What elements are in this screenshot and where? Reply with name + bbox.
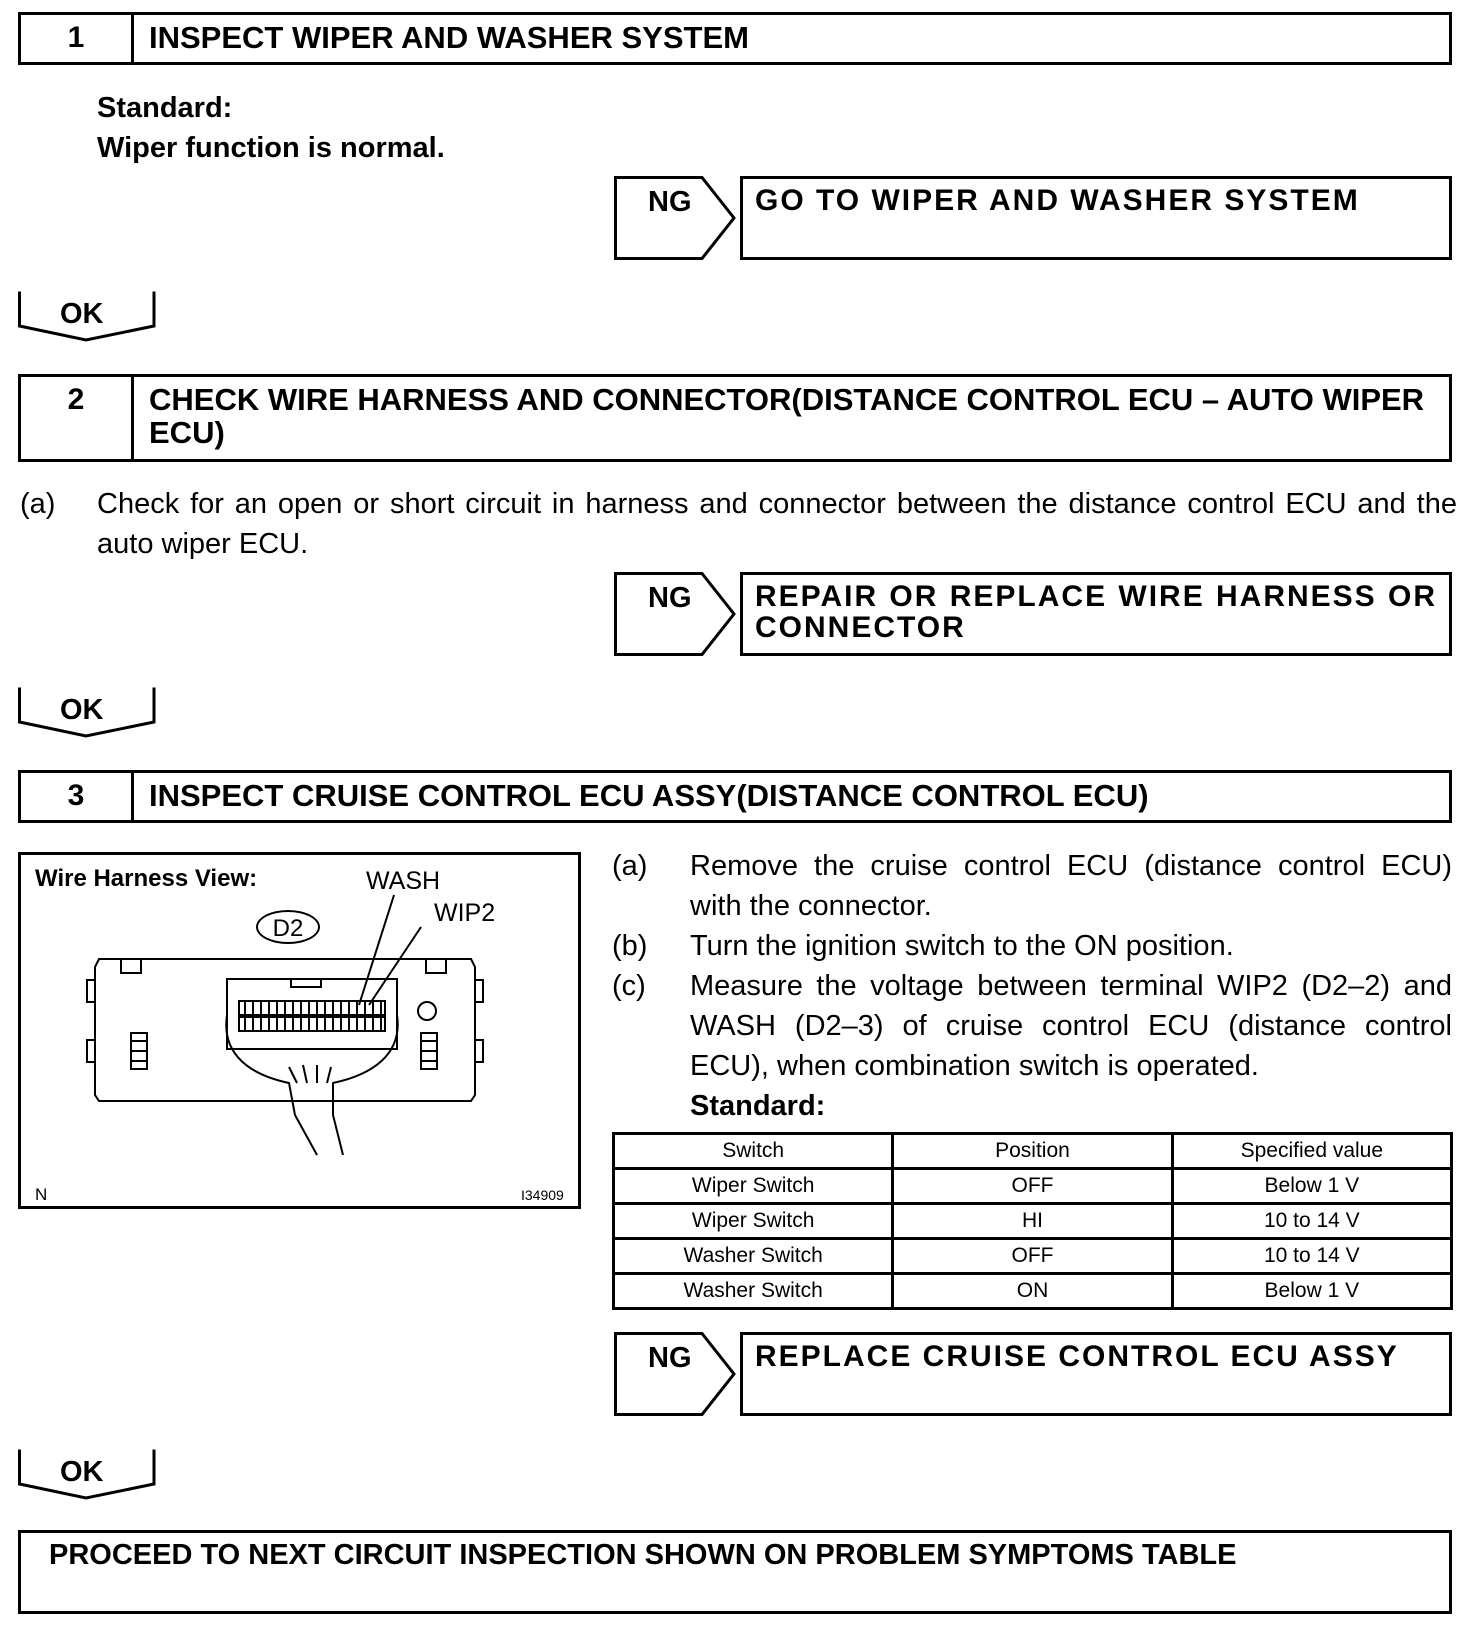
table-cell: 10 to 14 V (1172, 1204, 1451, 1239)
table-cell: OFF (893, 1239, 1172, 1274)
wip2-label: WIP2 (434, 899, 496, 927)
ng-label: NG (648, 1342, 692, 1374)
column-header: Position (893, 1134, 1172, 1169)
ng-action: GO TO WIPER AND WASHER SYSTEM (740, 176, 1452, 260)
standard-label: Standard: (97, 92, 233, 124)
item-text: Remove the cruise control ECU (distance control ECU) with the connector. (690, 850, 1452, 922)
standard-value: Wiper function is normal. (97, 132, 445, 164)
item-label: (c) (612, 970, 646, 1002)
step-title: CHECK WIRE HARNESS AND CONNECTOR(DISTANCE CONTROL ECU – AUTO WIPER ECU) (149, 382, 1425, 450)
spec-table (612, 1132, 1453, 1310)
step-3-header (18, 770, 1452, 823)
wire-harness-figure (18, 852, 581, 1209)
table-cell: Below 1 V (1172, 1169, 1451, 1204)
column-header: Switch (614, 1134, 893, 1169)
final-instruction: PROCEED TO NEXT CIRCUIT INSPECTION SHOWN ON PROBLEM SYMPTOMS TABLE (49, 1539, 1237, 1571)
table-cell: HI (893, 1204, 1172, 1239)
table-cell: 10 to 14 V (1172, 1239, 1451, 1274)
column-header: Specified value (1172, 1134, 1451, 1169)
step-number: 2 (21, 377, 134, 459)
table-row (614, 1169, 1452, 1204)
item-a-label: (a) (20, 488, 56, 520)
figure-corner-left: N (35, 1185, 48, 1204)
table-cell: Washer Switch (614, 1239, 893, 1274)
item-label: (b) (612, 930, 648, 962)
ng-label: NG (648, 186, 692, 218)
ng-label: NG (648, 582, 692, 614)
standard-label: Standard: (690, 1090, 826, 1122)
table-cell: Wiper Switch (614, 1169, 893, 1204)
step-title: INSPECT WIPER AND WASHER SYSTEM (149, 20, 749, 55)
connector-code: D2 (256, 910, 320, 944)
table-row (614, 1274, 1452, 1309)
ng-action: REPAIR OR REPLACE WIRE HARNESS OR CONNECTOR (740, 572, 1452, 656)
step-1-header (18, 12, 1452, 65)
item-a-text: Check for an open or short circuit in harness and connector between the distance control ECU and the auto wiper ECU. (97, 488, 1457, 560)
step-title: INSPECT CRUISE CONTROL ECU ASSY(DISTANCE CONTROL ECU) (149, 778, 1149, 813)
figure-title: Wire Harness View: (35, 865, 258, 892)
ecu-connector-drawing (21, 855, 578, 1206)
step-2-header (18, 374, 1452, 462)
table-row (614, 1239, 1452, 1274)
figure-id: I34909 (521, 1187, 564, 1203)
final-instruction-box (18, 1530, 1452, 1614)
table-cell: Washer Switch (614, 1274, 893, 1309)
table-header-row (614, 1134, 1452, 1169)
ok-label: OK (60, 298, 104, 330)
ok-label: OK (60, 694, 104, 726)
item-text: Measure the voltage between terminal WIP2 (D2–2) and WASH (D2–3) of cruise control ECU (distance control ECU), when combination switch is operated. (690, 970, 1452, 1082)
wash-label: WASH (366, 867, 441, 895)
table-cell: Below 1 V (1172, 1274, 1451, 1309)
table-cell: Wiper Switch (614, 1204, 893, 1239)
step-number: 3 (21, 773, 134, 820)
ok-label: OK (60, 1456, 104, 1488)
table-cell: ON (893, 1274, 1172, 1309)
table-row (614, 1204, 1452, 1239)
item-label: (a) (612, 850, 648, 882)
table-cell: OFF (893, 1169, 1172, 1204)
step-number: 1 (21, 15, 134, 62)
item-text: Turn the ignition switch to the ON position. (690, 930, 1234, 962)
ng-action: REPLACE CRUISE CONTROL ECU ASSY (740, 1332, 1452, 1416)
